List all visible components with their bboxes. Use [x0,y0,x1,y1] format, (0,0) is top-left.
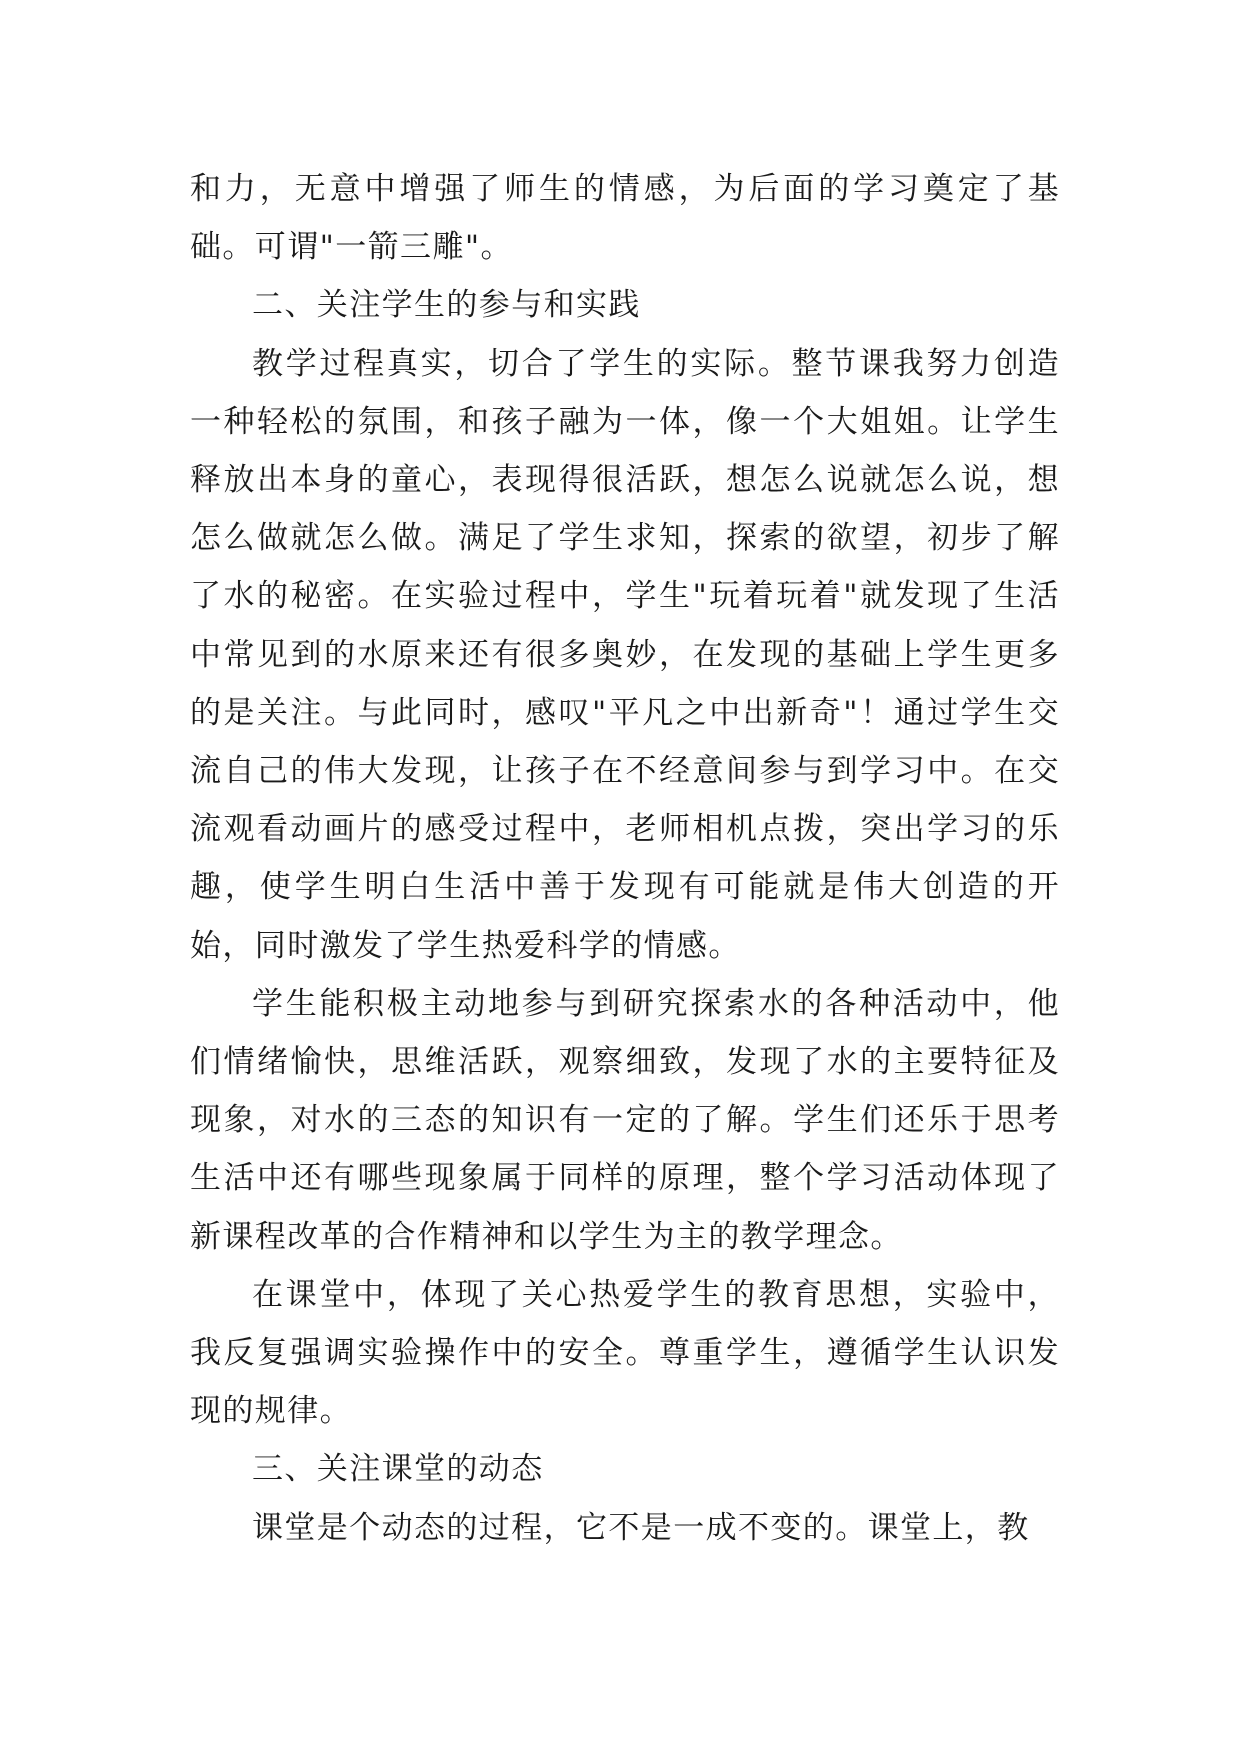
paragraph-classroom-safety: 在课堂中，体现了关心热爱学生的教育思想，实验中，我反复强调实验操作中的安全。尊重学生，遵循学生认识发现的规律。 [190,1276,1060,1430]
paragraph-continuation: 和力，无意中增强了师生的情感，为后面的学习奠定了基础。可谓"一箭三雕"。 [190,171,1060,266]
section-heading-2: 二、关注学生的参与和实践 [252,287,641,324]
paragraph-classroom-dynamics: 课堂是个动态的过程，它不是一成不变的。课堂上，教 [252,1509,1030,1546]
paragraph-student-participation: 学生能积极主动地参与到研究探索水的各种活动中，他们情绪愉快，思维活跃，观察细致，发现了水的主要特征及现象，对水的三态的知识有一定的了解。学生们还乐于思考生活中还有哪些现象属于同样的原理，整个学习活动体现了新课程改革的合作精神和以学生为主的教学理念。 [190,985,1060,1255]
document-page [190,160,1060,1557]
section-heading-3: 三、关注课堂的动态 [252,1451,544,1488]
paragraph-teaching-process: 教学过程真实，切合了学生的实际。整节课我努力创造一种轻松的氛围，和孩子融为一体，像一个大姐姐。让学生释放出本身的童心，表现得很活跃，想怎么说就怎么说，想怎么做就怎么做。满足了学生求知，探索的欲望，初步了解了水的秘密。在实验过程中，学生"玩着玩着"就发现了生活中常见到的水原来还有很多奥妙，在发现的基础上学生更多的是关注。与此同时，感叹"平凡之中出新奇"！通过学生交流自己的伟大发现，让孩子在不经意间参与到学习中。在交流观看动画片的感受过程中，老师相机点拨，突出学习的乐趣，使学生明白生活中善于发现有可能就是伟大创造的开始，同时激发了学生热爱科学的情感。 [190,345,1060,964]
